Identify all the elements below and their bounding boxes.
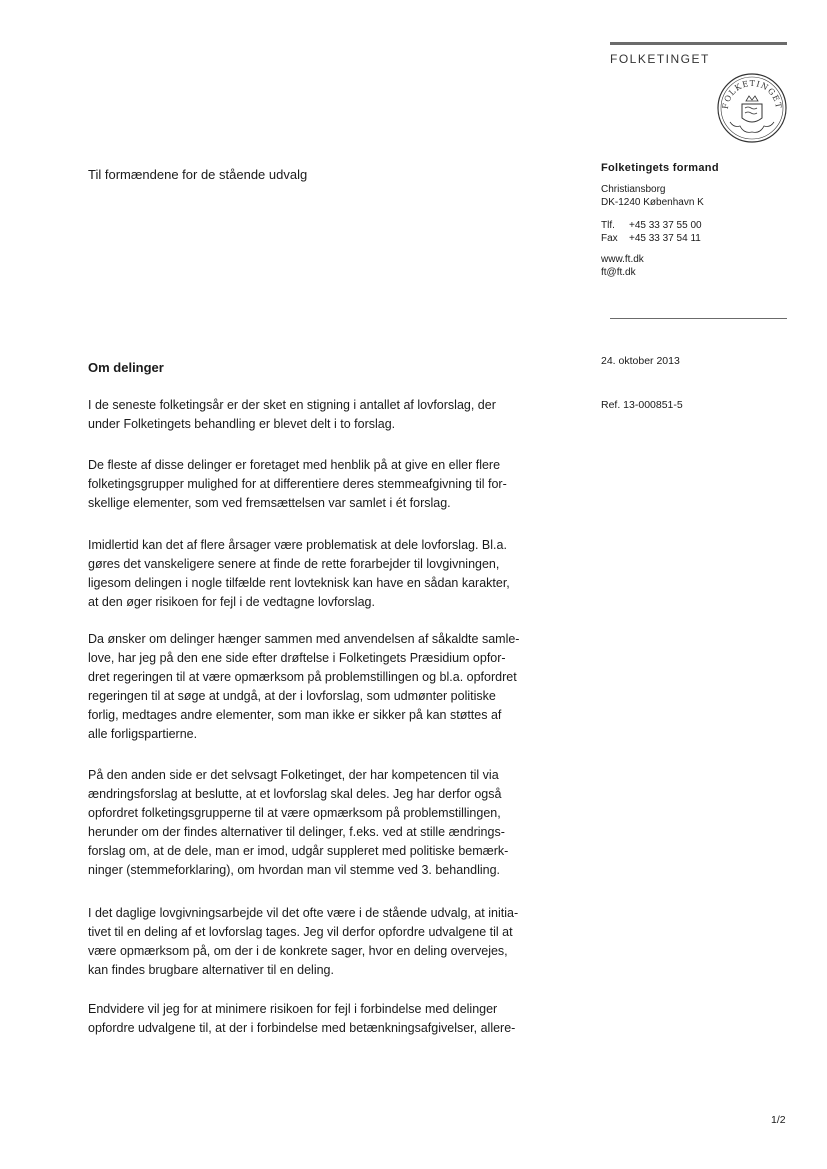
text-line: være opmærksom på, om der i de konkrete sager, hvor en deling overvejes, [88, 944, 508, 958]
text-line: I de seneste folketingsår er der sket en stigning i antallet af lovforslag, der [88, 398, 496, 412]
svg-text:FOLKETINGET: FOLKETINGET [720, 78, 784, 110]
recipient-line: Til formændene for de stående udvalg [88, 167, 308, 182]
text-line: På den anden side er det selvsagt Folketinget, der har kompetencen til via [88, 768, 499, 782]
paragraph-3 [88, 536, 588, 612]
text-line: Endvidere vil jeg for at minimere risikoen for fejl i forbindelse med delinger [88, 1002, 498, 1016]
paragraph-1 [88, 396, 588, 434]
reference-number: Ref. 13-000851-5 [601, 399, 683, 411]
text-line: forlig, medtages andre elementer, som man ikke er sikker på kan støttes af [88, 708, 502, 722]
sidebar-rule [610, 318, 787, 319]
text-line: under Folketingets behandling er blevet delt i to forslag. [88, 417, 396, 431]
text-line: ligesom delingen i nogle tilfælde rent lovteknisk kan have en sådan karakter, [88, 576, 510, 590]
sender-title: Folketingets formand [601, 162, 719, 174]
text-line: Imidlertid kan det af flere årsager være problematisk at dele lovforslag. Bl.a. [88, 538, 507, 552]
text-line: skellige elementer, som ved fremsættelsen var samlet i ét forslag. [88, 496, 451, 510]
header-rule [610, 42, 787, 45]
folketinget-seal-icon [716, 72, 788, 144]
paragraph-6 [88, 904, 588, 980]
text-line: ændringsforslag at beslutte, at et lovforslag skal deles. Jeg har derfor også [88, 787, 502, 801]
paragraph-5 [88, 766, 588, 880]
text-line: dret regeringen til at være opmærksom på problemstillingen og bl.a. opfordret [88, 670, 517, 684]
text-line: kan findes brugbare alternativer til en deling. [88, 963, 334, 977]
address-line-1: Christiansborg [601, 184, 666, 195]
text-line: at den øger risikoen for fejl i de vedtagne lovforslag. [88, 595, 375, 609]
page-number: 1/2 [771, 1114, 786, 1126]
text-line: I det daglige lovgivningsarbejde vil det ofte være i de stående udvalg, at initia- [88, 906, 519, 920]
text-line: De fleste af disse delinger er foretaget med henblik på at give en eller flere [88, 458, 501, 472]
text-line: Da ønsker om delinger hænger sammen med anvendelsen af såkaldte samle- [88, 632, 520, 646]
paragraph-7 [88, 1000, 588, 1038]
text-line: forslag om, at de dele, man er imod, udgår suppleret med politiske bemærk- [88, 844, 509, 858]
phone-label: Tlf. [601, 220, 615, 231]
paragraph-4 [88, 630, 588, 744]
text-line: opfordret folketingsgrupperne til at være opmærksom på problemstillingen, [88, 806, 501, 820]
phone-line [601, 219, 702, 232]
text-line: ninger (stemmeforklaring), om hvordan man vil stemme ved 3. behandling. [88, 863, 500, 877]
text-line: herunder om der findes alternativer til delinger, f.eks. ved at stille ændrings- [88, 825, 505, 839]
website-link[interactable]: www.ft.dk [601, 254, 644, 265]
text-line: tivet til en deling af et lovforslag tages. Jeg vil derfor opfordre udvalgene til at [88, 925, 513, 939]
phone-number: +45 33 37 55 00 [629, 220, 702, 231]
text-line: folketingsgrupper mulighed for at differentiere deres stemmeafgivning til for- [88, 477, 507, 491]
fax-label: Fax [601, 233, 618, 244]
institution-name: FOLKETINGET [610, 52, 710, 66]
text-line: love, har jeg på den ene side efter drøftelse i Folketingets Præsidium opfor- [88, 651, 506, 665]
text-line: gøres det vanskeligere senere at finde de rette forarbejder til lovgivningen, [88, 557, 500, 571]
paragraph-2 [88, 456, 588, 513]
text-line: alle forligspartierne. [88, 727, 198, 741]
email-link[interactable]: ft@ft.dk [601, 267, 636, 278]
fax-line [601, 232, 701, 245]
fax-number: +45 33 37 54 11 [629, 233, 701, 244]
text-line: opfordre udvalgene til, at der i forbindelse med betænkningsafgivelser, allere- [88, 1021, 516, 1035]
subject-heading: Om delinger [88, 360, 164, 375]
letter-date: 24. oktober 2013 [601, 355, 680, 367]
text-line: regeringen til at søge at undgå, at der i lovforslag, som udmønter politiske [88, 689, 496, 703]
address-line-2: DK-1240 København K [601, 197, 704, 208]
